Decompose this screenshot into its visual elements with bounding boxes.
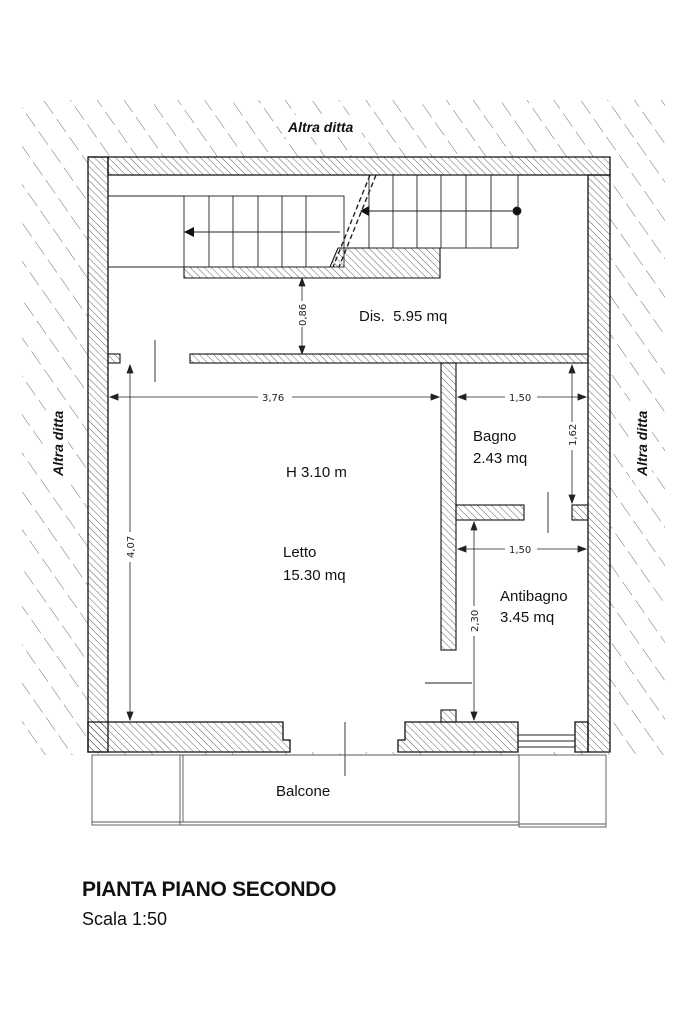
plan-scale: Scala 1:50 [82, 909, 168, 929]
window [518, 735, 575, 747]
dim-letto-depth: 4,07 [126, 535, 137, 558]
room-letto-name: Letto [283, 544, 317, 561]
dim-bagno-width: 1,50 [509, 393, 532, 404]
dimension-lines [110, 278, 586, 720]
neighbor-left-label: Altra ditta [50, 410, 66, 476]
neighbor-top-label: Altra ditta [288, 119, 354, 135]
dim-dis-depth: 0,86 [298, 303, 309, 326]
neighbor-right-label: Altra ditta [634, 410, 650, 476]
room-antibagno-area: 3.45 mq [500, 609, 555, 626]
room-bagno-name: Bagno [473, 428, 517, 445]
room-bagno-area: 2.43 mq [473, 450, 528, 467]
room-letto-height: H 3.10 m [286, 464, 347, 481]
room-antibagno-name: Antibagno [500, 588, 568, 605]
room-balcone-name: Balcone [276, 783, 331, 800]
dim-bagno-depth: 1,62 [568, 423, 579, 446]
plan-title: PIANTA PIANO SECONDO [82, 878, 337, 901]
stair-start-dot [513, 207, 521, 215]
inner-walls [108, 248, 588, 722]
room-letto-area: 15.30 mq [283, 567, 346, 584]
balcony [92, 755, 606, 827]
dim-antibagno-depth: 2,30 [470, 609, 481, 632]
outer-walls [88, 157, 610, 752]
dim-letto-width: 3,76 [262, 393, 285, 404]
dim-antibagno-width: 1,50 [509, 545, 532, 556]
door-marks [155, 340, 548, 776]
room-dis-label: Dis. 5.95 mq [359, 308, 448, 325]
dimension-labels [123, 301, 579, 636]
staircase [108, 175, 521, 267]
